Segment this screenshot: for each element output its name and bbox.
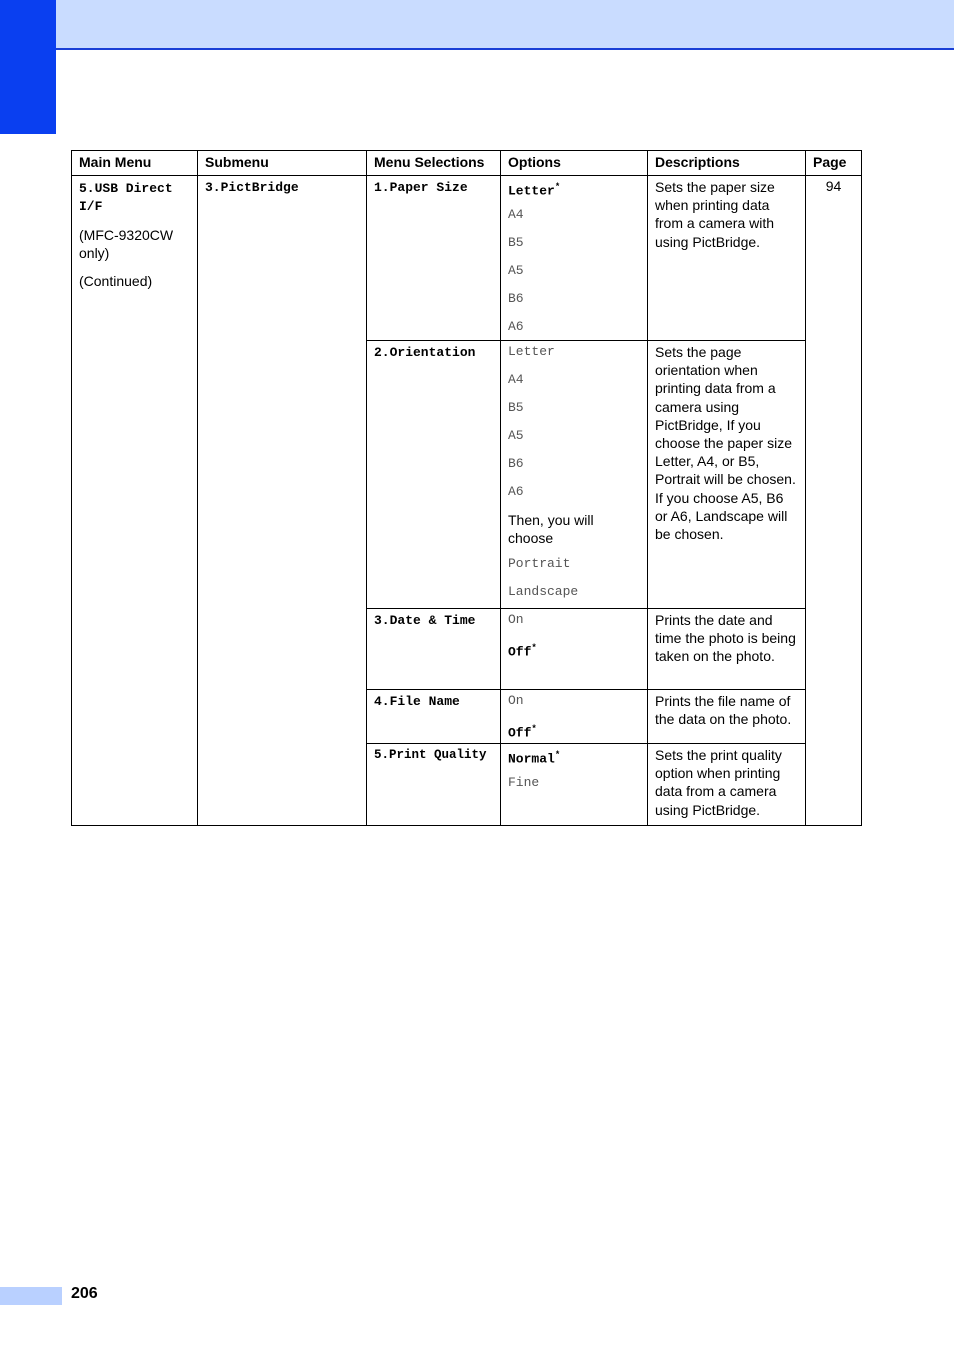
description-text: Sets the page orientation when printing data from a camera using PictBridge, If you choose the paper size Letter, A4, or B5, Portrait will be chosen. If you choose A5, B6 or A6, Landscape will be chosen. xyxy=(655,344,796,543)
option-item: A4 xyxy=(508,372,524,387)
option-item: Landscape xyxy=(508,584,579,599)
main-menu-note: (MFC-9320CW only) xyxy=(79,227,174,261)
option-item: Fine xyxy=(508,775,540,790)
table-header-row xyxy=(72,151,862,176)
submenu-cell xyxy=(198,176,367,826)
option-item: A4 xyxy=(508,207,524,222)
option-item: A6 xyxy=(508,484,524,499)
option-default: Off* xyxy=(508,724,537,741)
description-cell xyxy=(648,341,806,609)
page-cell xyxy=(806,176,862,826)
selection-cell xyxy=(367,609,501,690)
options-cell xyxy=(501,341,648,609)
option-item: On xyxy=(508,693,524,708)
selection-label: 3.Date & Time xyxy=(374,613,476,628)
description-cell xyxy=(648,690,806,744)
selection-cell xyxy=(367,744,501,826)
description-text: Sets the paper size when printing data from a camera with using PictBridge. xyxy=(655,179,775,250)
selection-cell xyxy=(367,176,501,341)
options-cell xyxy=(501,609,648,690)
description-cell xyxy=(648,609,806,690)
options-note: Then, you will choose xyxy=(508,512,594,546)
option-default: Normal* xyxy=(508,750,561,767)
chapter-tab xyxy=(0,0,56,134)
main-menu-cell xyxy=(72,176,198,826)
options-cell xyxy=(501,744,648,826)
selection-label: 5.Print Quality xyxy=(374,748,487,762)
option-item: B5 xyxy=(508,235,524,250)
header-descriptions: Descriptions xyxy=(648,151,806,176)
menu-table xyxy=(71,150,862,826)
description-text: Prints the file name of the data on the photo. xyxy=(655,693,792,728)
page-footer-number: 206 xyxy=(71,1285,98,1302)
options-cell xyxy=(501,690,648,744)
option-item: Letter xyxy=(508,344,555,359)
option-item: B5 xyxy=(508,400,524,415)
description-text: Prints the date and time the photo is being taken on the photo. xyxy=(655,612,796,665)
page-number: 94 xyxy=(825,178,842,194)
main-menu-name: 5.USB Direct I/F xyxy=(79,181,173,214)
footer-bar xyxy=(0,1287,62,1305)
header-main-menu: Main Menu xyxy=(72,151,198,176)
option-item: On xyxy=(508,612,524,627)
option-item: A5 xyxy=(508,263,524,278)
selection-cell xyxy=(367,341,501,609)
header-band xyxy=(56,0,954,50)
table-row xyxy=(72,176,862,341)
option-item: A6 xyxy=(508,319,524,334)
option-default: Off* xyxy=(508,643,537,660)
option-item: B6 xyxy=(508,291,524,306)
main-menu-continued: (Continued) xyxy=(79,273,153,289)
header-menu-selections: Menu Selections xyxy=(367,151,501,176)
header-submenu: Submenu xyxy=(198,151,367,176)
option-default: Letter* xyxy=(508,182,561,199)
description-text: Sets the print quality option when printing data from a camera using PictBridge. xyxy=(655,747,782,818)
options-cell xyxy=(501,176,648,341)
option-item: A5 xyxy=(508,428,524,443)
selection-label: 2.Orientation xyxy=(374,345,476,360)
header-page: Page xyxy=(806,151,862,176)
submenu-name: 3.PictBridge xyxy=(205,180,299,195)
selection-label: 4.File Name xyxy=(374,694,460,709)
option-item: Portrait xyxy=(508,556,571,571)
selection-cell xyxy=(367,690,501,744)
header-options: Options xyxy=(501,151,648,176)
description-cell xyxy=(648,744,806,826)
selection-label: 1.Paper Size xyxy=(374,180,468,195)
option-item: B6 xyxy=(508,456,524,471)
description-cell xyxy=(648,176,806,341)
